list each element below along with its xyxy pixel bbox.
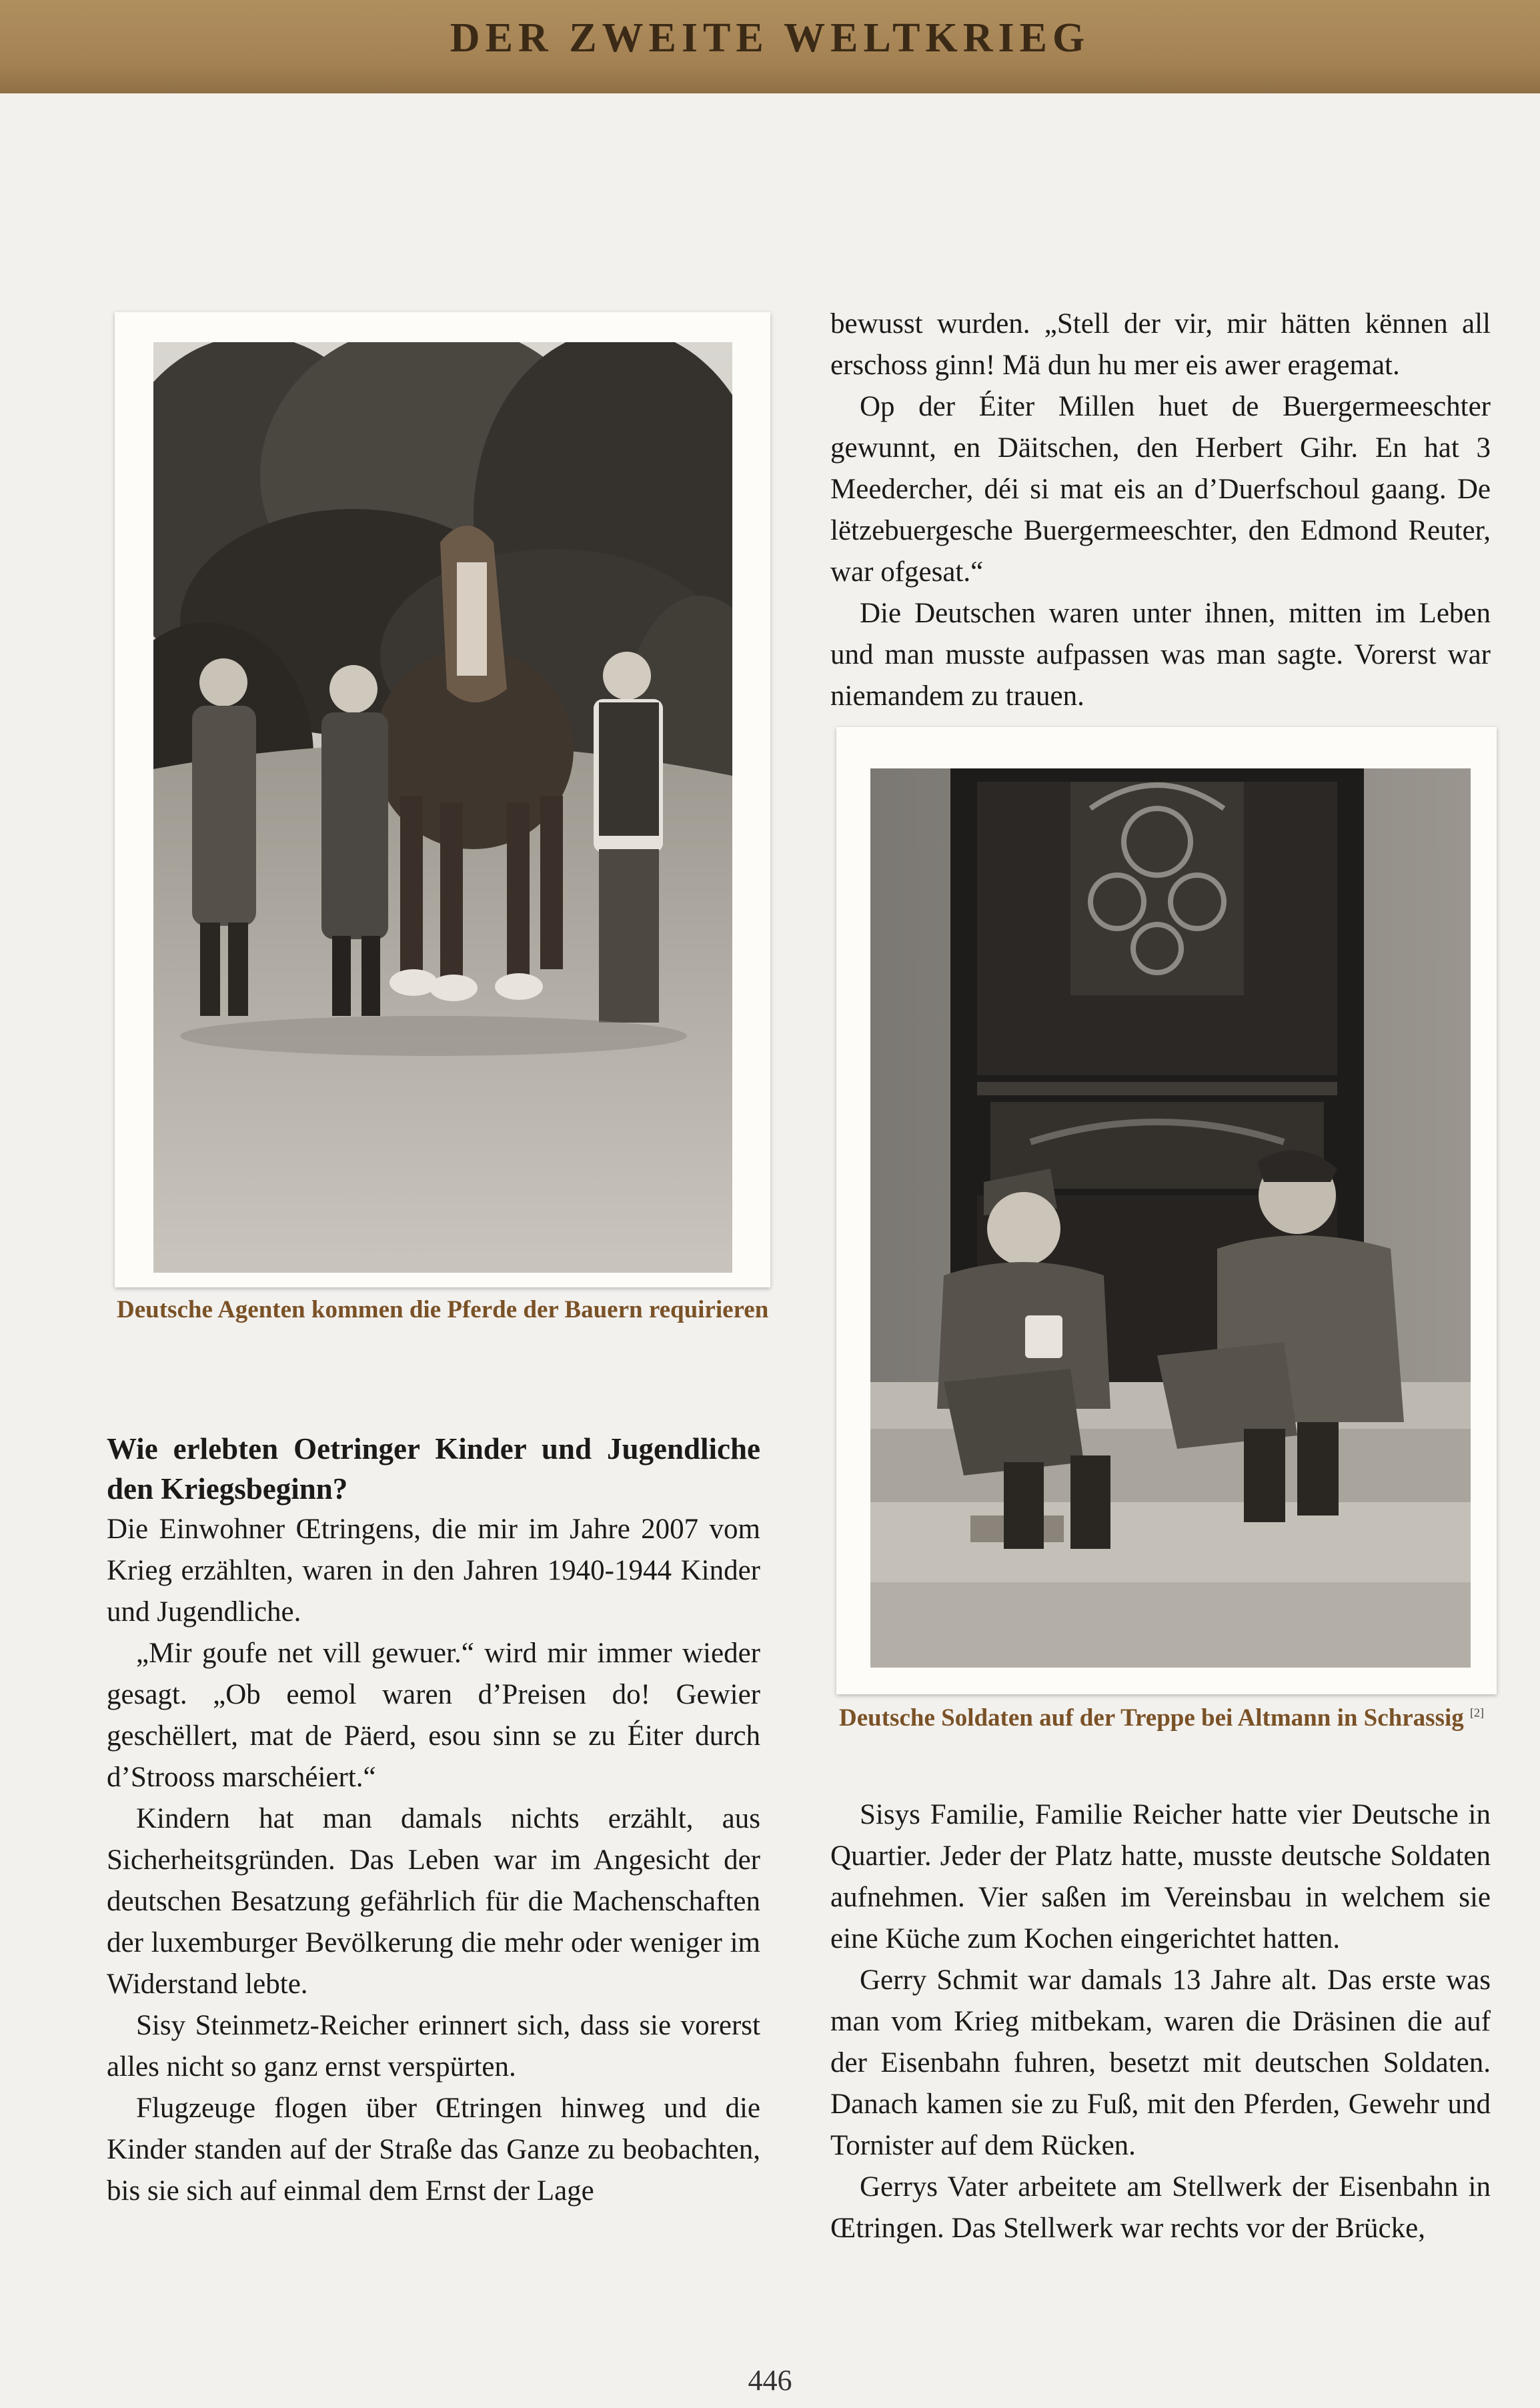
- text-column-left-bottom: [107, 1429, 760, 2212]
- photo-soldiers-image: [870, 768, 1471, 1668]
- paragraph: Kindern hat man damals nichts erzählt, aus Sicherheitsgründen. Das Leben war im Angesicht der deutschen Besatzung gefährlich für die Machenschaften der luxemburger Bevölkerung die mehr oder weniger im Widerstand lebte.: [107, 1803, 760, 2000]
- text-column-right-bottom: [830, 1794, 1491, 2249]
- running-header: DER ZWEITE WELTKRIEG: [450, 15, 1090, 61]
- paragraph: bewusst wurden. „Stell der vir, mir hätten kënnen all erschoss ginn! Mä dun hu mer eis awer eragemat.: [830, 308, 1491, 381]
- paragraph: „Mir goufe net vill gewuer.“ wird mir immer wieder gesagt. „Ob eemol waren d’Preisen do! Gewier geschëllert, mat de Päerd, esou sinn se zu Éiter durch d’Strooss marschéiert.“: [107, 1638, 760, 1793]
- photo-horse-image: [153, 342, 732, 1273]
- paragraph: Sisy Steinmetz-Reicher erinnert sich, dass sie vorerst alles nicht so ganz ernst verspürten.: [107, 2010, 760, 2082]
- paragraph: Gerrys Vater arbeitete am Stellwerk der Eisenbahn in Œtringen. Das Stellwerk war rechts vor der Brücke,: [830, 2171, 1491, 2244]
- paragraph: Op der Éiter Millen huet de Buergermeeschter gewunnt, en Däitschen, den Herbert Gihr. En hat 3 Meedercher, déi si mat eis an d’Duerfschoul gaang. De lëtzebuergesche Buergermeeschter, den Edmond Reuter, war ofgesat.“: [830, 391, 1491, 588]
- photo-caption-soldiers: [839, 1704, 1484, 1732]
- paragraph: Flugzeuge flogen über Œtringen hinweg und die Kinder standen auf der Straße das Ganze zu beobachten, bis sie sich auf einmal dem Ernst der Lage: [107, 2092, 760, 2207]
- paragraph: Sisys Familie, Familie Reicher hatte vier Deutsche in Quartier. Jeder der Platz hatte, musste deutsche Soldaten aufnehmen. Vier saßen im Vereinsbau in welchem sie eine Küche zum Kochen eingerichtet hatten.: [830, 1799, 1491, 1954]
- paragraph: Gerry Schmit war damals 13 Jahre alt. Das erste was man vom Krieg mitbekam, waren die Dräsinen die auf der Eisenbahn fuhren, besetzt mit deutschen Soldaten. Danach kamen sie zu Fuß, mit den Pferden, Gewehr und Tornister auf dem Rücken.: [830, 1964, 1491, 2161]
- photo-soldiers-stairs: [836, 727, 1497, 1694]
- photo-caption-soldiers-text: Deutsche Soldaten auf der Treppe bei Altmann in Schrassig: [839, 1704, 1464, 1732]
- reference-mark: [2]: [1470, 1706, 1485, 1720]
- section-heading: Wie erlebten Oetringer Kinder und Jugendliche den Kriegsbeginn?: [107, 1432, 760, 1506]
- text-column-right-top: [830, 304, 1491, 717]
- photo-horse-requisition: [115, 312, 770, 1287]
- paragraph: Die Einwohner Œtringens, die mir im Jahre 2007 vom Krieg erzählten, waren in den Jahren 1940-1944 Kinder und Jugendliche.: [107, 1514, 760, 1628]
- paragraph: Die Deutschen waren unter ihnen, mitten im Leben und man musste aufpassen was man sagte. Vorerst war niemandem zu trauen.: [830, 598, 1491, 712]
- page-number: 446: [748, 2364, 792, 2397]
- photo-caption-horse: Deutsche Agenten kommen die Pferde der Bauern requirieren: [117, 1296, 769, 1323]
